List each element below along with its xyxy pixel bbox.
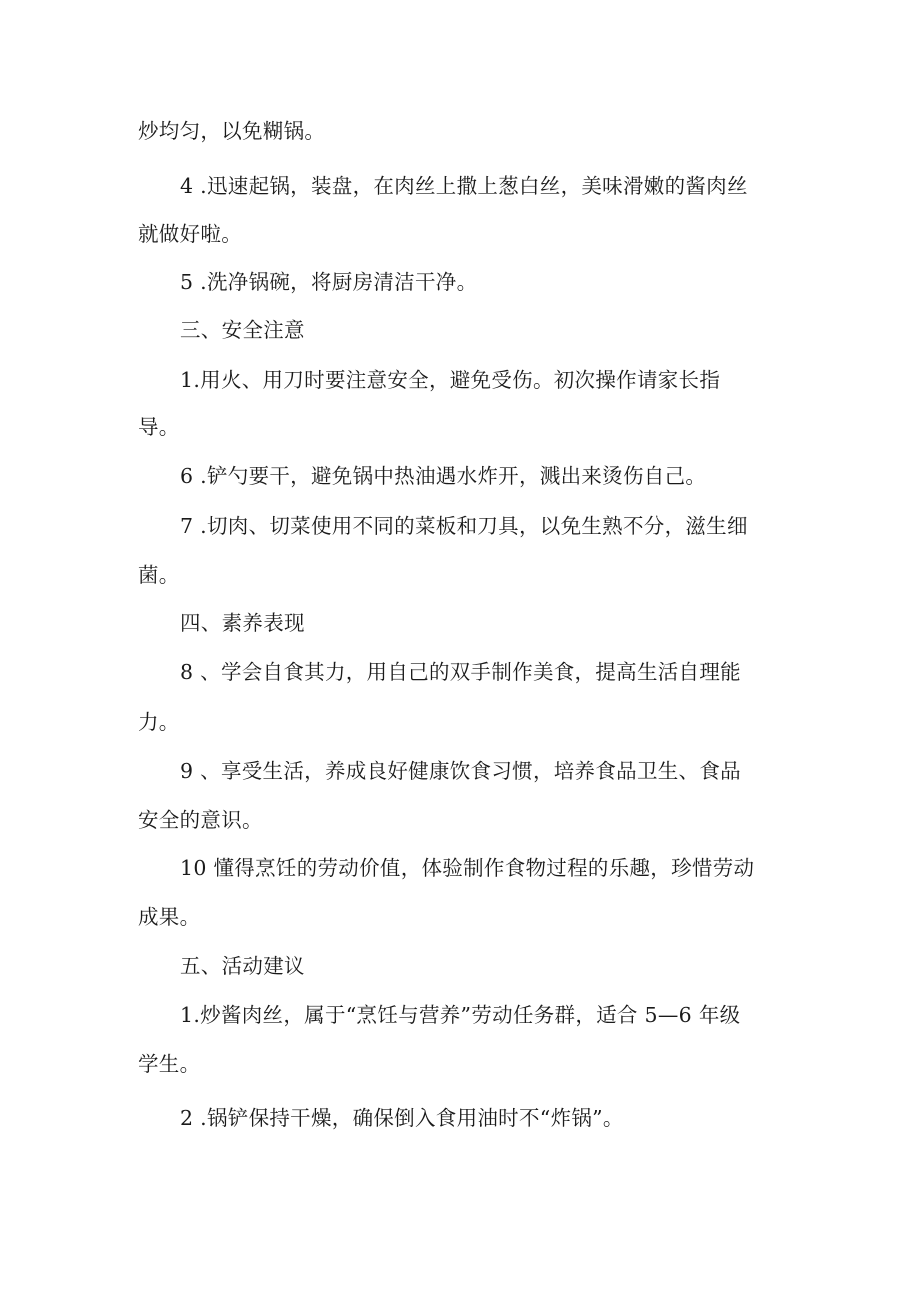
suggestion-item-1: 1.炒酱肉丝，属于“烹饪与营养”劳动任务群，适合 5—6 年级	[180, 1003, 741, 1027]
text-line: 菌。	[138, 563, 180, 587]
section-heading-literacy: 四、素养表现	[180, 611, 305, 635]
text-line: 学生。	[138, 1052, 201, 1076]
literacy-item-8: 8 、学会自食其力，用自己的双手制作美食，提高生活自理能	[180, 660, 741, 684]
safety-item-6: 6 .铲勺要干，避免锅中热油遇水炸开，溅出来烫伤自己。	[180, 464, 707, 488]
literacy-item-9: 9 、享受生活，养成良好健康饮食习惯，培养食品卫生、食品	[180, 759, 741, 783]
safety-item-1: 1.用火、用刀时要注意安全，避免受伤。初次操作请家长指	[180, 368, 721, 392]
step-4-line: 4 .迅速起锅，装盘，在肉丝上撒上葱白丝，美味滑嫩的酱肉丝	[180, 174, 748, 198]
section-heading-suggestions: 五、活动建议	[180, 954, 305, 978]
text-line: 力。	[138, 710, 180, 734]
literacy-item-10: 10 懂得烹饪的劳动价值，体验制作食物过程的乐趣，珍惜劳动	[180, 856, 755, 880]
text-line: 成果。	[138, 905, 201, 929]
text-line: 安全的意识。	[138, 808, 263, 832]
safety-item-7: 7 .切肉、切菜使用不同的菜板和刀具，以免生熟不分，滋生细	[180, 514, 748, 538]
suggestion-item-2: 2 .锅铲保持干燥，确保倒入食用油时不“炸锅”。	[180, 1106, 624, 1130]
text-line: 炒均匀，以免糊锅。	[138, 119, 326, 143]
text-line: 导。	[138, 415, 180, 439]
section-heading-safety: 三、安全注意	[180, 318, 305, 342]
step-5-line: 5 .洗净锅碗，将厨房清洁干净。	[180, 270, 478, 294]
text-line: 就做好啦。	[138, 222, 242, 246]
